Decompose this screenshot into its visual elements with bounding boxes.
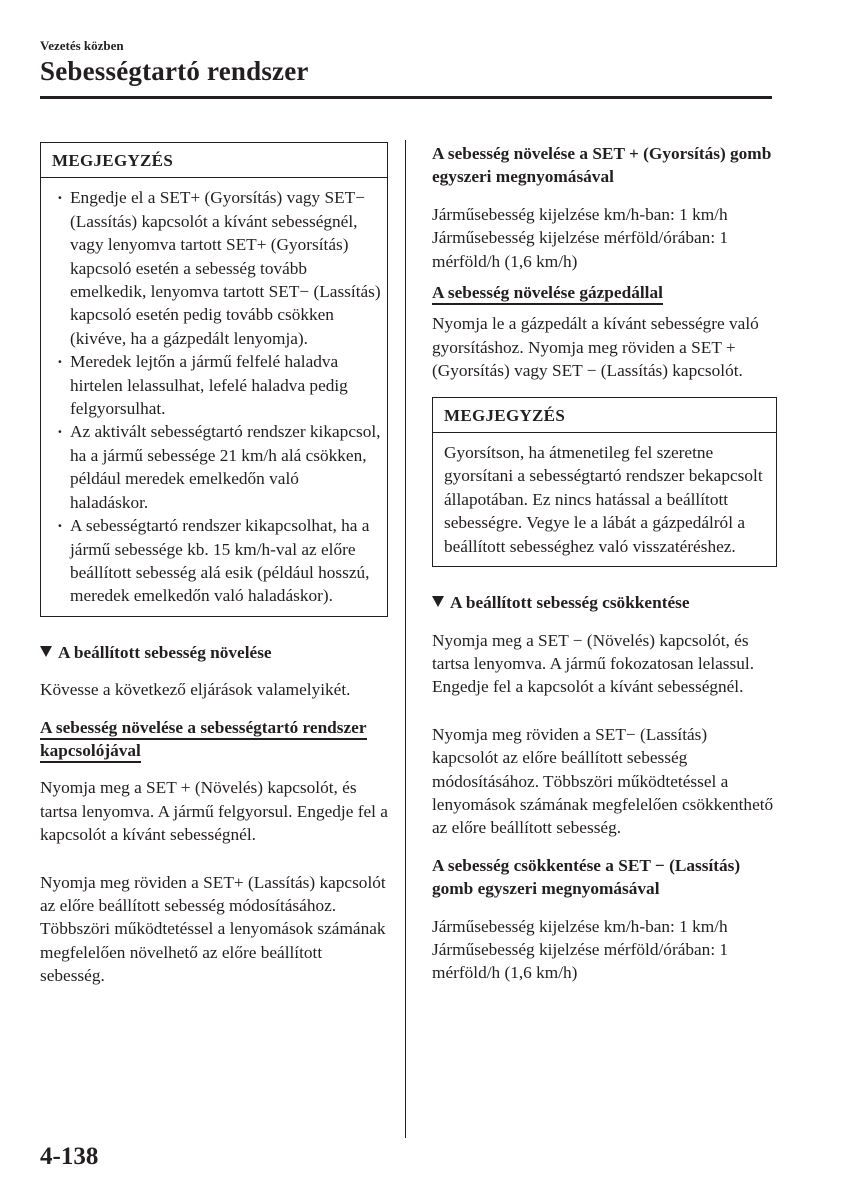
note-heading: MEGJEGYZÉS	[41, 143, 387, 178]
section-heading-text: A beállított sebesség csökkentése	[450, 593, 690, 613]
note-item: · Meredek lejtőn a jármű felfelé haladva hirtelen lelassulhat, lefelé haladva pedig felgyorsulhat.	[55, 350, 381, 420]
page-title: Sebességtartó rendszer	[40, 56, 309, 86]
sub-heading-text: A sebesség növelése gázpedállal	[432, 283, 663, 305]
section-label: Vezetés közben	[40, 38, 124, 53]
triangle-down-icon	[432, 596, 444, 607]
paragraph: Nyomja meg a SET − (Növelés) kapcsolót, és tartsa lenyomva. A jármű fokozatosan lelassul.	[432, 630, 755, 673]
section-heading	[432, 591, 777, 614]
note-box	[40, 142, 388, 617]
paragraph: Nyomja meg röviden a SET− (Lassítás) kapcsolót az előre beállított sebesség módosításához. Többszöri működtetéssel a lenyomások számának megfelelően csökkenthető az előre beállított sebesség.	[432, 724, 774, 838]
triangle-down-icon	[40, 646, 52, 657]
note-item: · Az aktivált sebességtartó rendszer kikapcsol, ha a jármű sebessége 21 km/h alá csökken, például meredek emelkedőn való haladáskor.	[55, 420, 381, 514]
sub-heading	[432, 281, 777, 304]
sub-heading-text: A sebesség növelése a sebességtartó rendszer kapcsolójával	[40, 718, 367, 763]
left-column	[40, 142, 388, 988]
sub-heading: A sebesség csökkentése a SET − (Lassítás) gomb egyszeri megnyomásával	[432, 855, 741, 899]
note-list	[41, 178, 387, 615]
note-text: Gyorsítson, ha átmenetileg fel szeretne gyorsítani a sebességtartó rendszer bekapcsolt állapotában. Ez nincs hatással a beállított sebességre. Vegye le a lábát a gázpedálról a beállított sebességhez való visszatéréshez.	[444, 443, 763, 556]
sub-heading	[40, 716, 388, 763]
title-rule	[40, 96, 772, 99]
note-box	[432, 397, 777, 567]
paragraph: Nyomja le a gázpedált a kívánt sebességre való gyorsításhoz. Nyomja meg röviden a SET + (Gyorsítás) vagy SET − (Lassítás) kapcsolót.	[432, 314, 759, 381]
note-item: · Engedje el a SET+ (Gyorsítás) vagy SET− (Lassítás) kapcsolót a kívánt sebességnél, vagy lenyomva tartott SET+ (Gyorsítás) kapcsoló esetén a sebesség tovább emelkedik, lenyomva tartott SET− (Lassítás) kapcsoló esetén pedig tovább csökken (kivéve, ha a gázpedált lenyomja).	[55, 186, 381, 350]
note-item: · A sebességtartó rendszer kikapcsolhat, ha a jármű sebessége kb. 15 km/h-val az előre beállított sebesség alá esik (például hosszú, meredek emelkedőn való haladáskor).	[55, 514, 381, 608]
intro-paragraph: Kövesse a következő eljárások valamelyikét.	[40, 680, 351, 700]
note-heading: MEGJEGYZÉS	[433, 398, 776, 433]
section-heading-text: A beállított sebesség növelése	[58, 642, 272, 662]
column-divider	[405, 140, 406, 1138]
sub-heading: A sebesség növelése a SET + (Gyorsítás) gomb egyszeri megnyomásával	[432, 144, 772, 187]
paragraph: Engedje fel a kapcsolót a kívánt sebességnél.	[432, 677, 744, 697]
page-number: 4-138	[40, 1143, 99, 1170]
paragraph: Nyomja meg röviden a SET+ (Lassítás) kapcsolót az előre beállított sebesség módosításához. Többszöri működtetéssel a lenyomások számának megfelelően növelhető az előre beállított sebesség.	[40, 872, 386, 986]
paragraph: Járműsebesség kijelzése km/h-ban: 1 km/h Járműsebesség kijelzése mérföld/órában: 1 mérföld/h (1,6 km/h)	[432, 204, 729, 271]
paragraph: Nyomja meg a SET + (Növelés) kapcsolót, és tartsa lenyomva. A jármű felgyorsul. Engedje fel a kapcsolót a kívánt sebességnél.	[40, 778, 388, 845]
paragraph: Járműsebesség kijelzése km/h-ban: 1 km/h Járműsebesség kijelzése mérföld/órában: 1 mérföld/h (1,6 km/h)	[432, 916, 729, 983]
section-heading	[40, 641, 388, 664]
right-column	[432, 142, 777, 985]
